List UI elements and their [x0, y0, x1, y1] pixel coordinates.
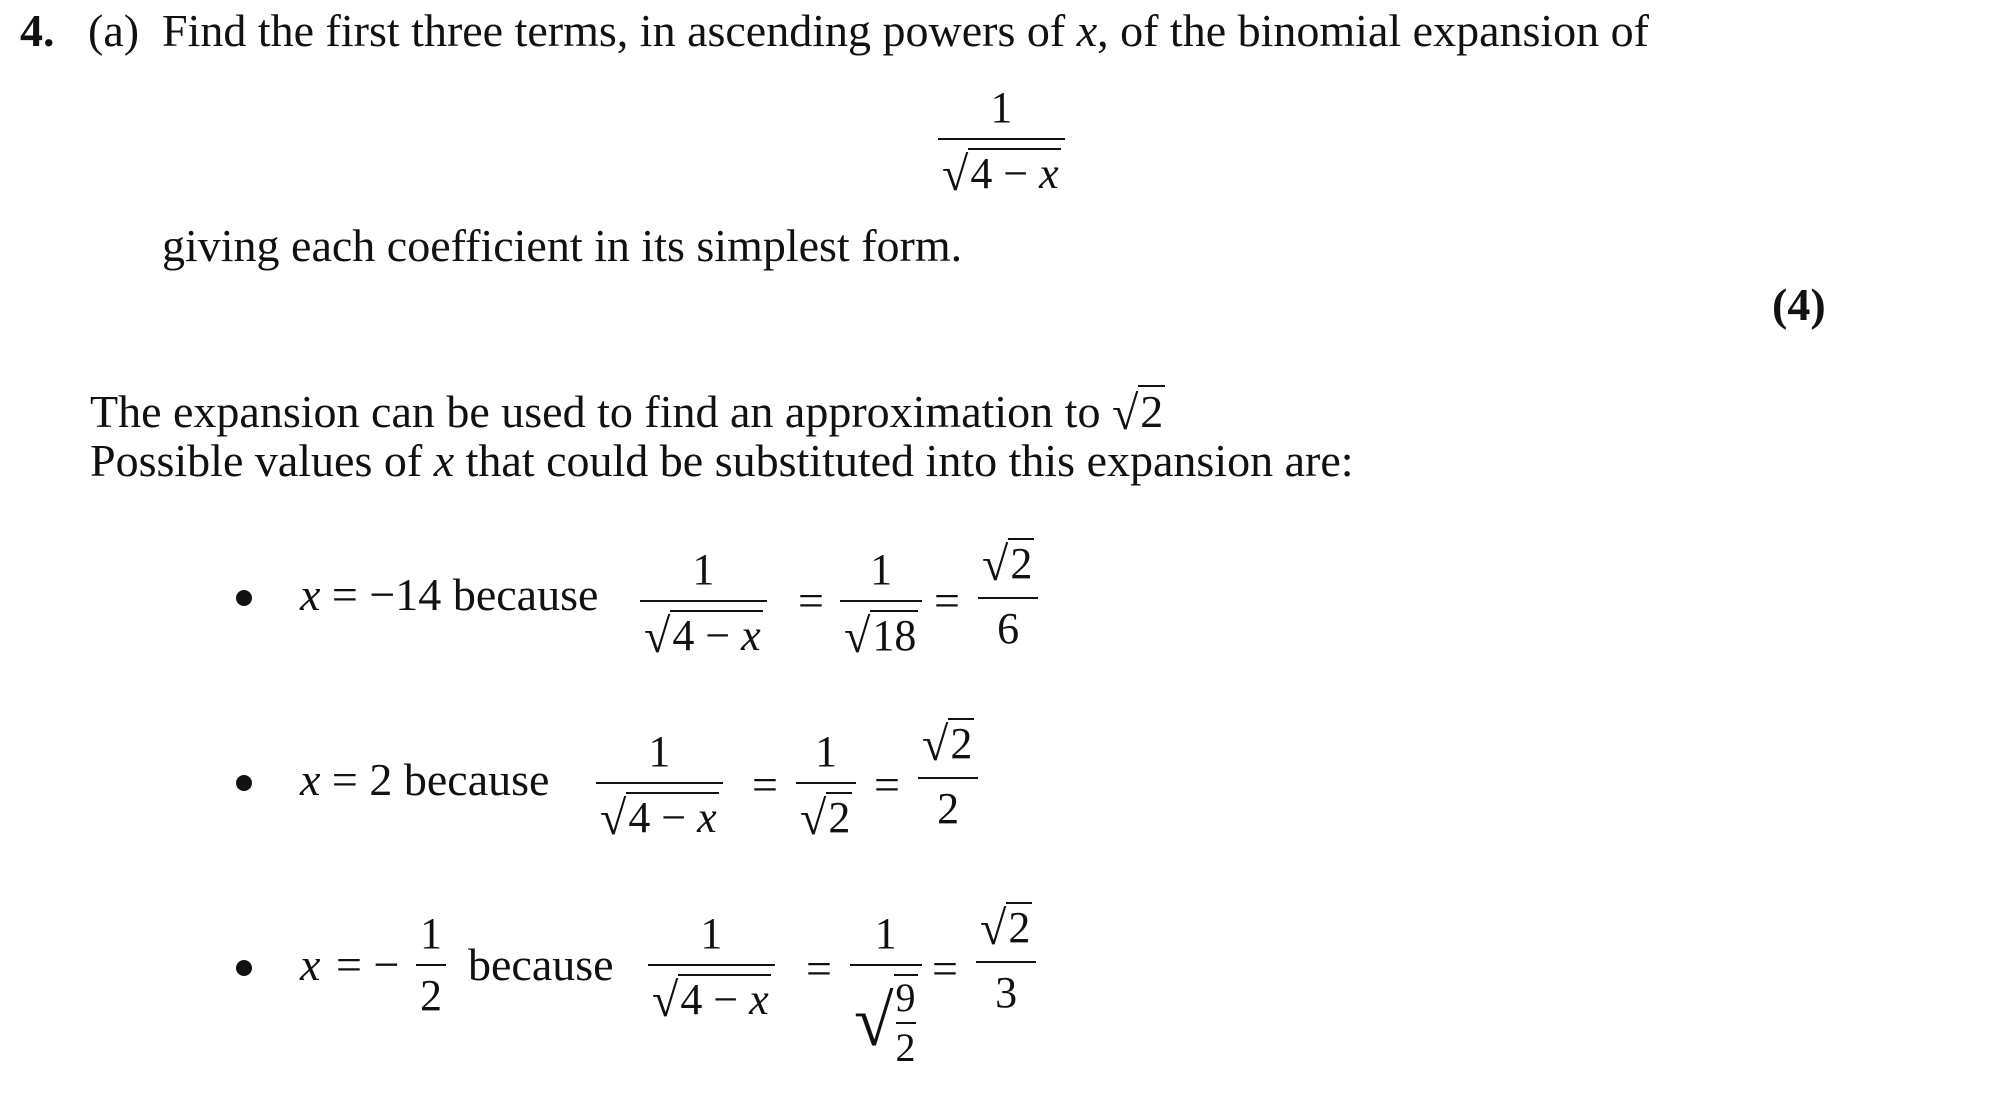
sqrt-expression [652, 974, 771, 1025]
option-3-equals-minus: = − [336, 939, 400, 990]
radicand: 18 [872, 611, 917, 660]
inner-denominator: 2 [896, 1022, 916, 1068]
context-text: Possible values of [90, 435, 423, 486]
sqrt-symbol: √ [1111, 387, 1139, 440]
option-1-fraction-2 [840, 545, 922, 663]
sqrt-symbol: √ [644, 610, 671, 663]
option-1-fraction-3 [978, 538, 1038, 651]
sqrt-expression [1112, 385, 1165, 438]
radicand-var: x [697, 793, 717, 842]
context-text: The expansion can be used to find an approximation to [90, 386, 1101, 437]
bullet-icon [236, 775, 252, 791]
fraction-numerator: 1 [420, 909, 442, 958]
marks-indicator: (4) [1772, 279, 1826, 330]
variable-x: x [300, 754, 321, 805]
question-text-1 [162, 5, 1649, 56]
fraction-numerator: 1 [874, 909, 897, 958]
fraction-denominator [938, 138, 1065, 199]
variable-x: x [433, 435, 455, 486]
option-2-fraction-1 [596, 727, 723, 845]
radicand-const: 4 − [970, 149, 1029, 198]
sqrt-expression [942, 148, 1061, 199]
sqrt-expression [844, 610, 918, 661]
fraction-denominator [840, 600, 922, 661]
fraction-numerator: 1 [815, 727, 838, 776]
equals-sign: = [932, 943, 958, 994]
fraction-numerator: 1 [870, 545, 893, 594]
option-3-variable: x [300, 939, 321, 990]
main-fraction [938, 83, 1065, 201]
sqrt-expression [980, 902, 1032, 953]
sqrt-expression [922, 718, 974, 769]
bullet-icon [236, 590, 252, 606]
equals-sign: = [806, 943, 832, 994]
radicand: 2 [950, 719, 973, 768]
radicand-var: x [749, 975, 769, 1024]
equals-sign: = [934, 575, 960, 626]
sqrt-symbol: √ [982, 538, 1009, 591]
fraction-numerator: 1 [692, 545, 715, 594]
fraction-denominator [796, 782, 856, 843]
equals-sign: = [874, 759, 900, 810]
option-1-fraction-1 [640, 545, 767, 663]
fraction-denominator [850, 964, 922, 1068]
sqrt-symbol: √ [800, 792, 827, 845]
equals-sign: = [752, 759, 778, 810]
option-3-fraction-2 [850, 909, 922, 1070]
option-2-fraction-3 [918, 718, 978, 831]
sqrt-symbol: √ [854, 981, 894, 1062]
fraction-denominator [648, 964, 775, 1025]
x-value: = −14 [331, 569, 442, 620]
option-3-x-fraction [416, 909, 446, 1020]
radicand: 2 [1140, 386, 1164, 437]
context-line-1 [90, 385, 1165, 438]
option-3-because: because [468, 939, 614, 990]
fraction-denominator [596, 782, 723, 843]
fraction-numerator [976, 902, 1036, 961]
fraction-denominator: 2 [416, 964, 446, 1018]
sqrt-symbol: √ [942, 148, 969, 201]
bullet-icon [236, 960, 252, 976]
fraction-numerator [978, 538, 1038, 597]
option-2-statement [300, 754, 550, 805]
fraction-denominator: 2 [918, 777, 978, 831]
sqrt-expression [982, 538, 1034, 589]
sqrt-symbol: √ [652, 974, 679, 1027]
sqrt-symbol: √ [922, 718, 949, 771]
radicand: 2 [1010, 539, 1033, 588]
fraction-numerator: 1 [700, 909, 723, 958]
radicand-var: x [741, 611, 761, 660]
variable-x: x [1076, 5, 1098, 56]
sqrt-expression [600, 792, 719, 843]
radicand: 2 [1008, 903, 1031, 952]
question-text-2: giving each coefficient in its simplest form. [162, 220, 963, 271]
radicand-const: 4 − [628, 793, 687, 842]
fraction-numerator [918, 718, 978, 777]
radicand-const: 4 − [680, 975, 739, 1024]
inner-numerator: 9 [895, 975, 916, 1020]
fraction-numerator: 1 [648, 727, 671, 776]
sqrt-expression [854, 974, 918, 1068]
because-text: because [452, 569, 599, 620]
sqrt-symbol: √ [600, 792, 627, 845]
x-value: = 2 [331, 754, 393, 805]
part-a-label: (a) [88, 5, 140, 56]
question-text-segment: Find the first three terms, in ascending powers of [162, 5, 1066, 56]
sqrt-expression [644, 610, 763, 661]
radicand: 2 [828, 793, 851, 842]
because-text: because [403, 754, 550, 805]
fraction-denominator [640, 600, 767, 661]
radicand-var: x [1039, 149, 1059, 198]
option-3-fraction-1 [648, 909, 775, 1027]
question-text-segment: , of the binomial expansion of [1097, 5, 1649, 56]
option-1-statement [300, 569, 599, 620]
context-text: that could be substituted into this expansion are: [465, 435, 1354, 486]
question-number: 4. [20, 5, 55, 56]
context-line-2 [90, 435, 1354, 486]
sqrt-symbol: √ [844, 610, 871, 663]
sqrt-symbol: √ [980, 902, 1007, 955]
fraction-numerator: 1 [990, 83, 1013, 132]
radicand-const: 4 − [672, 611, 731, 660]
option-2-fraction-2 [796, 727, 856, 845]
fraction-denominator: 6 [978, 597, 1038, 651]
option-3-fraction-3 [976, 902, 1036, 1015]
variable-x: x [300, 569, 321, 620]
sqrt-expression [800, 792, 852, 843]
fraction-denominator: 3 [976, 961, 1036, 1015]
equals-sign: = [798, 575, 824, 626]
